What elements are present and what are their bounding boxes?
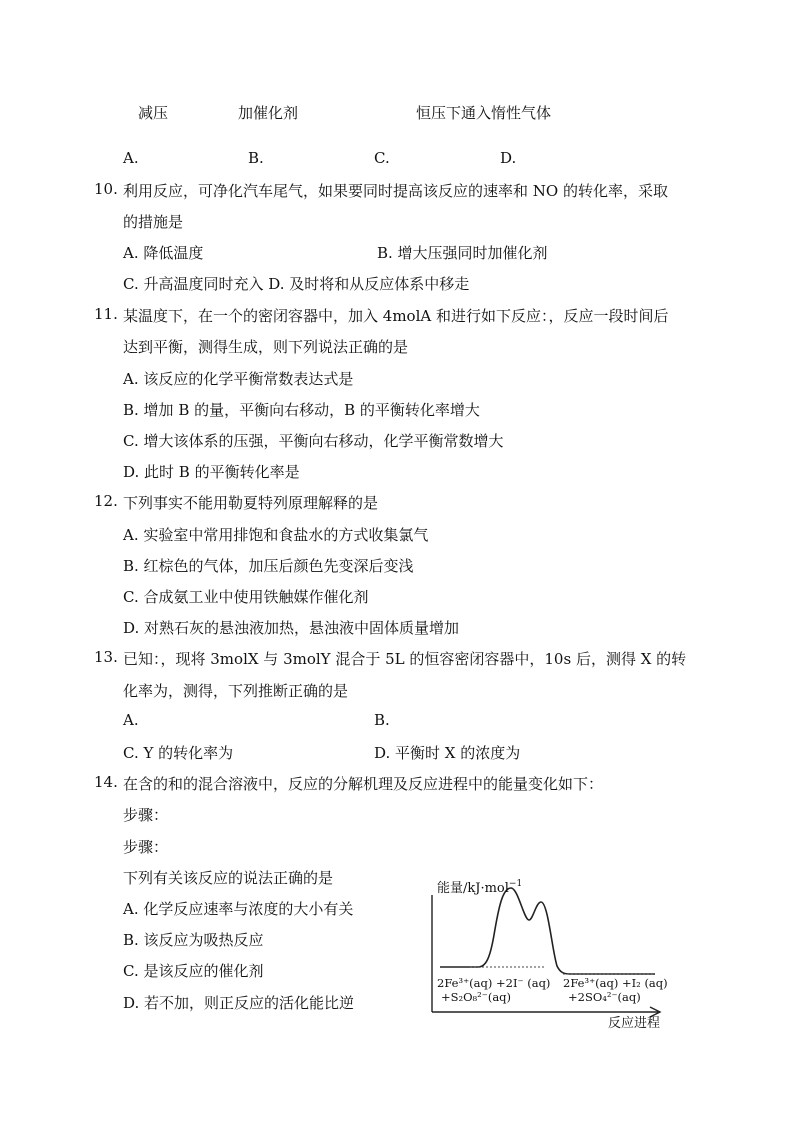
q11-stem-line1: 某温度下，在一个的密闭容器中，加入 4molA 和进行如下反应：，反应一段时间后 (123, 307, 669, 325)
x-axis-label: 反应进程 (608, 1016, 661, 1031)
q11-option-a: A. 该反应的化学平衡常数表达式是 (123, 370, 354, 388)
label-decompress: 减压 (138, 104, 169, 122)
q11-option-b: B. 增加 B 的量，平衡向右移动，B 的平衡转化率增大 (123, 401, 480, 419)
reactants-label-line1: 2Fe³⁺(aq) +2I⁻ (aq) (437, 976, 551, 990)
q12-option-a: A. 实验室中常用排饱和食盐水的方式收集氯气 (123, 526, 429, 544)
q10-stem-line2: 的措施是 (123, 213, 184, 231)
q14-stem-line1: 在含的和的混合溶液中，反应的分解机理及反应进程中的能量变化如下： (123, 775, 604, 793)
reactants-label-line2: +S₂O₈²⁻(aq) (441, 990, 512, 1004)
top-option-c: C. (374, 149, 390, 167)
q11-option-c: C. 增大该体系的压强，平衡向右移动，化学平衡常数增大 (123, 432, 504, 450)
top-option-b: B. (248, 149, 264, 167)
q14-option-a: A. 化学反应速率与浓度的大小有关 (123, 900, 354, 918)
q12-option-c: C. 合成氨工业中使用铁触媒作催化剂 (123, 588, 369, 606)
q10-option-a: A. 降低温度 (123, 244, 204, 262)
q10-option-b: B. 增大压强同时加催化剂 (377, 244, 548, 262)
q14-option-b: B. 该反应为吸热反应 (123, 931, 264, 949)
products-label-line1: 2Fe³⁺(aq) +I₂ (aq) (563, 976, 668, 990)
y-axis-label: 能量/kJ·mol$^{-1}$ (437, 879, 523, 896)
top-option-d: D. (500, 149, 517, 167)
q14-number: 14. (94, 773, 118, 791)
q13-option-c: C. Y 的转化率为 (123, 744, 234, 762)
q11-stem-line2: 达到平衡，测得生成，则下列说法正确的是 (123, 338, 409, 356)
label-inert-gas: 恒压下通入惰性气体 (416, 104, 552, 122)
q12-option-d: D. 对熟石灰的悬浊液加热，悬浊液中固体质量增加 (123, 619, 460, 637)
q13-option-b: B. (374, 711, 390, 729)
q12-stem-line1: 下列事实不能用勒夏特列原理解释的是 (123, 494, 379, 512)
q13-option-d: D. 平衡时 X 的浓度为 (374, 744, 521, 762)
energy-curve (440, 888, 655, 974)
q13-number: 13. (94, 648, 118, 666)
q10-stem-line1: 利用反应，可净化汽车尾气，如果要同时提高该反应的速率和 NO 的转化率，采取 (123, 182, 668, 200)
q12-option-b: B. 红棕色的气体，加压后颜色先变深后变浅 (123, 557, 414, 575)
q14-prompt: 下列有关该反应的说法正确的是 (123, 869, 334, 887)
products-label-line2: +2SO₄²⁻(aq) (568, 990, 641, 1004)
q11-number: 11. (94, 305, 118, 323)
q13-stem-line2: 化率为，测得，下列推断正确的是 (123, 682, 349, 700)
q14-option-c: C. 是该反应的催化剂 (123, 962, 264, 980)
q14-step1: 步骤： (123, 806, 169, 824)
q14-step2: 步骤： (123, 838, 169, 856)
top-option-a: A. (123, 149, 139, 167)
q11-option-d: D. 此时 B 的平衡转化率是 (123, 463, 300, 481)
q12-number: 12. (94, 492, 118, 510)
label-catalyst: 加催化剂 (238, 104, 299, 122)
q13-option-a: A. (123, 711, 139, 729)
q13-stem-line1: 已知：，现将 3molX 与 3molY 混合于 5L 的恒容密闭容器中，10s 后，测得 X 的转 (123, 650, 687, 668)
q14-option-d: D. 若不加，则正反应的活化能比逆 (123, 994, 355, 1012)
q10-number: 10. (94, 180, 118, 198)
q10-option-cd: C. 升高温度同时充入 D. 及时将和从反应体系中移走 (123, 275, 470, 293)
